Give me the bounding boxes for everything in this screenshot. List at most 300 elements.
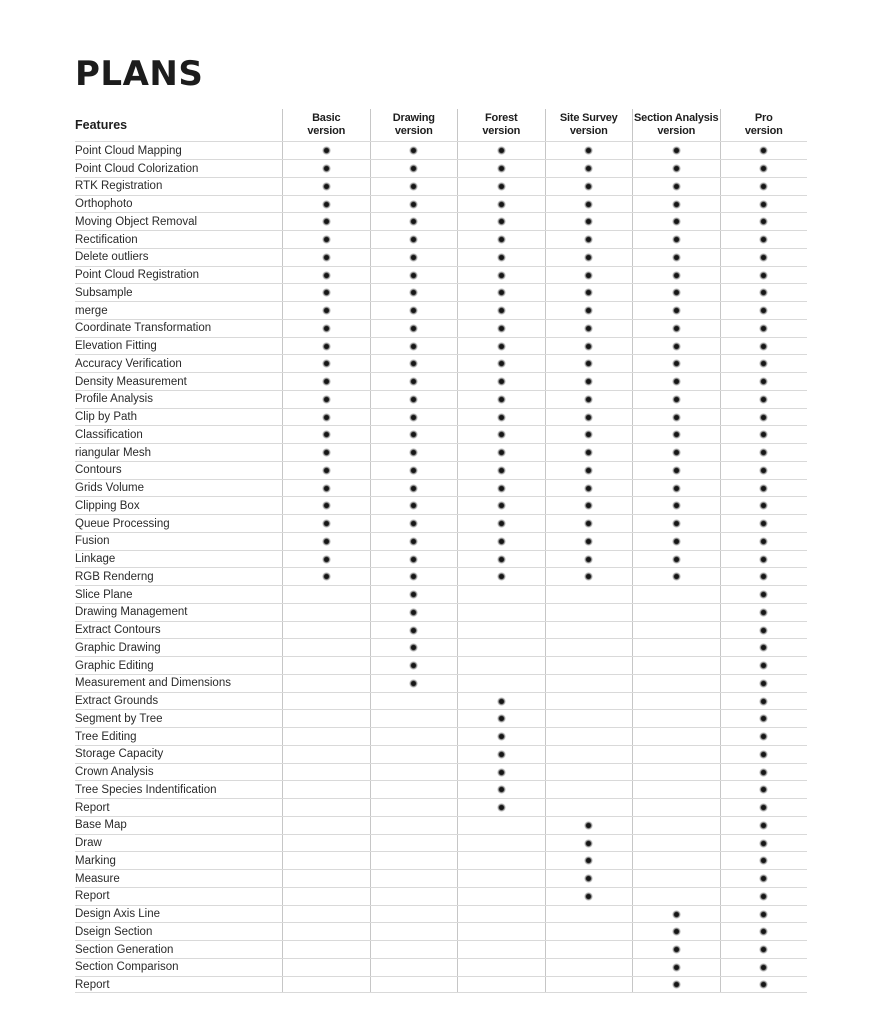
availability-cell bbox=[457, 267, 545, 284]
availability-cell bbox=[545, 213, 633, 230]
availability-cell bbox=[632, 586, 720, 603]
availability-cell bbox=[632, 568, 720, 585]
availability-cell bbox=[720, 426, 808, 443]
included-dot-icon bbox=[322, 200, 331, 209]
included-dot-icon bbox=[409, 590, 418, 599]
included-dot-icon bbox=[759, 643, 768, 652]
availability-cell bbox=[720, 373, 808, 390]
included-dot-icon bbox=[759, 519, 768, 528]
availability-cell bbox=[370, 923, 458, 940]
feature-label: Report bbox=[75, 801, 110, 814]
availability-cell bbox=[282, 320, 370, 337]
included-dot-icon bbox=[322, 501, 331, 510]
availability-cell bbox=[282, 338, 370, 355]
feature-label: Slice Plane bbox=[75, 588, 133, 601]
availability-cell bbox=[370, 746, 458, 763]
included-dot-icon bbox=[497, 182, 506, 191]
availability-cell bbox=[457, 728, 545, 745]
availability-cell bbox=[370, 639, 458, 656]
availability-cell bbox=[720, 746, 808, 763]
included-dot-icon bbox=[409, 271, 418, 280]
included-dot-icon bbox=[672, 466, 681, 475]
included-dot-icon bbox=[497, 697, 506, 706]
included-dot-icon bbox=[497, 200, 506, 209]
included-dot-icon bbox=[584, 821, 593, 830]
included-dot-icon bbox=[497, 448, 506, 457]
availability-cell bbox=[545, 906, 633, 923]
included-dot-icon bbox=[759, 821, 768, 830]
table-row bbox=[75, 674, 807, 692]
availability-cell bbox=[457, 764, 545, 781]
availability-cell bbox=[282, 888, 370, 905]
availability-cell bbox=[632, 639, 720, 656]
included-dot-icon bbox=[409, 253, 418, 262]
feature-label: Moving Object Removal bbox=[75, 215, 198, 228]
availability-cell bbox=[632, 462, 720, 479]
availability-cell bbox=[457, 923, 545, 940]
included-dot-icon bbox=[759, 288, 768, 297]
availability-cell bbox=[370, 142, 458, 159]
included-dot-icon bbox=[497, 537, 506, 546]
included-dot-icon bbox=[672, 910, 681, 919]
availability-cell bbox=[720, 675, 808, 692]
table-row bbox=[75, 851, 807, 869]
availability-cell bbox=[632, 196, 720, 213]
table-row bbox=[75, 177, 807, 195]
table-row bbox=[75, 266, 807, 284]
availability-cell bbox=[720, 604, 808, 621]
included-dot-icon bbox=[759, 856, 768, 865]
included-dot-icon bbox=[497, 146, 506, 155]
availability-cell bbox=[720, 284, 808, 301]
included-dot-icon bbox=[672, 377, 681, 386]
availability-cell bbox=[457, 870, 545, 887]
availability-cell bbox=[632, 284, 720, 301]
included-dot-icon bbox=[759, 484, 768, 493]
availability-cell bbox=[720, 551, 808, 568]
included-dot-icon bbox=[322, 413, 331, 422]
availability-cell bbox=[457, 675, 545, 692]
included-dot-icon bbox=[672, 555, 681, 564]
availability-cell bbox=[282, 959, 370, 976]
availability-cell bbox=[632, 977, 720, 993]
included-dot-icon bbox=[672, 217, 681, 226]
included-dot-icon bbox=[759, 697, 768, 706]
feature-label: Graphic Drawing bbox=[75, 641, 161, 654]
availability-cell bbox=[457, 533, 545, 550]
included-dot-icon bbox=[759, 892, 768, 901]
table-row bbox=[75, 230, 807, 248]
version-suffix-label: version bbox=[657, 125, 696, 138]
availability-cell bbox=[720, 870, 808, 887]
availability-cell bbox=[545, 604, 633, 621]
availability-cell bbox=[545, 835, 633, 852]
table-row bbox=[75, 372, 807, 390]
included-dot-icon bbox=[409, 182, 418, 191]
availability-cell bbox=[720, 480, 808, 497]
availability-cell bbox=[632, 213, 720, 230]
included-dot-icon bbox=[672, 448, 681, 457]
availability-cell bbox=[282, 586, 370, 603]
feature-label: Point Cloud Mapping bbox=[75, 144, 182, 157]
availability-cell bbox=[370, 604, 458, 621]
table-row bbox=[75, 159, 807, 177]
availability-cell bbox=[457, 391, 545, 408]
table-row bbox=[75, 496, 807, 514]
availability-cell bbox=[545, 959, 633, 976]
table-row bbox=[75, 354, 807, 372]
included-dot-icon bbox=[584, 395, 593, 404]
availability-cell bbox=[457, 284, 545, 301]
availability-cell bbox=[720, 320, 808, 337]
availability-cell bbox=[720, 462, 808, 479]
feature-label: Queue Processing bbox=[75, 517, 170, 530]
availability-cell bbox=[720, 817, 808, 834]
availability-cell bbox=[632, 781, 720, 798]
feature-label: Base Map bbox=[75, 819, 127, 832]
table-row bbox=[75, 585, 807, 603]
included-dot-icon bbox=[409, 306, 418, 315]
availability-cell bbox=[282, 835, 370, 852]
availability-cell bbox=[720, 515, 808, 532]
included-dot-icon bbox=[672, 164, 681, 173]
included-dot-icon bbox=[672, 271, 681, 280]
availability-cell bbox=[545, 515, 633, 532]
availability-cell bbox=[632, 373, 720, 390]
version-suffix-label: version bbox=[482, 125, 521, 138]
availability-cell bbox=[632, 622, 720, 639]
availability-cell bbox=[720, 728, 808, 745]
version-suffix-label: version bbox=[394, 125, 433, 138]
availability-cell bbox=[370, 764, 458, 781]
availability-cell bbox=[370, 781, 458, 798]
availability-cell bbox=[457, 693, 545, 710]
availability-cell bbox=[457, 320, 545, 337]
table-row bbox=[75, 940, 807, 958]
included-dot-icon bbox=[759, 413, 768, 422]
availability-cell bbox=[632, 142, 720, 159]
included-dot-icon bbox=[759, 555, 768, 564]
included-dot-icon bbox=[409, 413, 418, 422]
availability-cell bbox=[457, 178, 545, 195]
availability-cell bbox=[457, 959, 545, 976]
availability-cell bbox=[720, 622, 808, 639]
availability-cell bbox=[632, 764, 720, 781]
availability-cell bbox=[720, 923, 808, 940]
availability-cell bbox=[457, 426, 545, 443]
availability-cell bbox=[282, 710, 370, 727]
included-dot-icon bbox=[497, 413, 506, 422]
feature-label: Measure bbox=[75, 872, 120, 885]
availability-cell bbox=[370, 249, 458, 266]
table-body bbox=[75, 141, 807, 993]
feature-label: Segment by Tree bbox=[75, 712, 163, 725]
availability-cell bbox=[632, 551, 720, 568]
feature-label: Density Measurement bbox=[75, 375, 187, 388]
page-title: PLANS bbox=[75, 54, 204, 94]
availability-cell bbox=[545, 497, 633, 514]
availability-cell bbox=[282, 373, 370, 390]
included-dot-icon bbox=[759, 874, 768, 883]
included-dot-icon bbox=[584, 164, 593, 173]
included-dot-icon bbox=[672, 980, 681, 989]
availability-cell bbox=[457, 497, 545, 514]
included-dot-icon bbox=[322, 182, 331, 191]
table-row bbox=[75, 425, 807, 443]
included-dot-icon bbox=[409, 572, 418, 581]
feature-label: Point Cloud Registration bbox=[75, 269, 200, 282]
included-dot-icon bbox=[672, 200, 681, 209]
included-dot-icon bbox=[759, 945, 768, 954]
availability-cell bbox=[545, 639, 633, 656]
table-row bbox=[75, 319, 807, 337]
included-dot-icon bbox=[584, 253, 593, 262]
table-row bbox=[75, 958, 807, 976]
included-dot-icon bbox=[584, 892, 593, 901]
availability-cell bbox=[370, 568, 458, 585]
included-dot-icon bbox=[409, 288, 418, 297]
availability-cell bbox=[370, 462, 458, 479]
included-dot-icon bbox=[672, 253, 681, 262]
feature-label: Dseign Section bbox=[75, 925, 153, 938]
availability-cell bbox=[370, 533, 458, 550]
availability-cell bbox=[545, 817, 633, 834]
availability-cell bbox=[720, 142, 808, 159]
availability-cell bbox=[370, 693, 458, 710]
included-dot-icon bbox=[322, 288, 331, 297]
version-column-header-section-analysis bbox=[632, 109, 720, 141]
included-dot-icon bbox=[584, 146, 593, 155]
availability-cell bbox=[282, 657, 370, 674]
included-dot-icon bbox=[759, 235, 768, 244]
included-dot-icon bbox=[322, 430, 331, 439]
included-dot-icon bbox=[497, 785, 506, 794]
included-dot-icon bbox=[584, 856, 593, 865]
availability-cell bbox=[282, 267, 370, 284]
availability-cell bbox=[457, 160, 545, 177]
availability-cell bbox=[545, 586, 633, 603]
availability-cell bbox=[545, 480, 633, 497]
included-dot-icon bbox=[409, 395, 418, 404]
included-dot-icon bbox=[759, 750, 768, 759]
availability-cell bbox=[720, 586, 808, 603]
included-dot-icon bbox=[584, 572, 593, 581]
availability-cell bbox=[370, 160, 458, 177]
availability-cell bbox=[545, 764, 633, 781]
availability-cell bbox=[282, 817, 370, 834]
included-dot-icon bbox=[672, 342, 681, 351]
table-row bbox=[75, 656, 807, 674]
included-dot-icon bbox=[584, 448, 593, 457]
included-dot-icon bbox=[322, 359, 331, 368]
included-dot-icon bbox=[759, 324, 768, 333]
included-dot-icon bbox=[584, 466, 593, 475]
feature-label: Orthophoto bbox=[75, 198, 133, 211]
availability-cell bbox=[457, 888, 545, 905]
availability-cell bbox=[457, 941, 545, 958]
version-name-label: Section Analysis bbox=[634, 112, 719, 125]
included-dot-icon bbox=[322, 324, 331, 333]
availability-cell bbox=[282, 870, 370, 887]
availability-cell bbox=[370, 196, 458, 213]
included-dot-icon bbox=[759, 626, 768, 635]
availability-cell bbox=[632, 497, 720, 514]
availability-cell bbox=[632, 941, 720, 958]
availability-cell bbox=[720, 977, 808, 993]
included-dot-icon bbox=[759, 572, 768, 581]
availability-cell bbox=[720, 160, 808, 177]
included-dot-icon bbox=[409, 466, 418, 475]
included-dot-icon bbox=[759, 732, 768, 741]
availability-cell bbox=[282, 675, 370, 692]
version-column-header-site-survey bbox=[545, 109, 633, 141]
included-dot-icon bbox=[759, 342, 768, 351]
included-dot-icon bbox=[497, 466, 506, 475]
availability-cell bbox=[545, 160, 633, 177]
included-dot-icon bbox=[759, 377, 768, 386]
availability-cell bbox=[282, 497, 370, 514]
included-dot-icon bbox=[672, 146, 681, 155]
included-dot-icon bbox=[409, 501, 418, 510]
features-column-header: Features bbox=[75, 118, 128, 133]
availability-cell bbox=[370, 373, 458, 390]
availability-cell bbox=[282, 444, 370, 461]
availability-cell bbox=[545, 675, 633, 692]
availability-cell bbox=[457, 515, 545, 532]
availability-cell bbox=[632, 355, 720, 372]
included-dot-icon bbox=[497, 306, 506, 315]
availability-cell bbox=[370, 977, 458, 993]
included-dot-icon bbox=[759, 927, 768, 936]
included-dot-icon bbox=[409, 626, 418, 635]
included-dot-icon bbox=[497, 164, 506, 173]
feature-label: Classification bbox=[75, 428, 143, 441]
availability-cell bbox=[370, 906, 458, 923]
included-dot-icon bbox=[584, 413, 593, 422]
included-dot-icon bbox=[759, 164, 768, 173]
availability-cell bbox=[632, 178, 720, 195]
included-dot-icon bbox=[672, 963, 681, 972]
included-dot-icon bbox=[584, 288, 593, 297]
availability-cell bbox=[632, 906, 720, 923]
table-row bbox=[75, 461, 807, 479]
included-dot-icon bbox=[497, 519, 506, 528]
availability-cell bbox=[545, 444, 633, 461]
availability-cell bbox=[370, 817, 458, 834]
included-dot-icon bbox=[497, 714, 506, 723]
table-row bbox=[75, 709, 807, 727]
included-dot-icon bbox=[672, 537, 681, 546]
included-dot-icon bbox=[759, 661, 768, 670]
table-row bbox=[75, 479, 807, 497]
availability-cell bbox=[370, 231, 458, 248]
availability-cell bbox=[457, 196, 545, 213]
availability-cell bbox=[457, 355, 545, 372]
table-row bbox=[75, 141, 807, 159]
version-name-label: Drawing bbox=[392, 112, 435, 125]
included-dot-icon bbox=[759, 200, 768, 209]
included-dot-icon bbox=[497, 555, 506, 564]
availability-cell bbox=[457, 568, 545, 585]
feature-label: Rectification bbox=[75, 233, 138, 246]
included-dot-icon bbox=[497, 732, 506, 741]
availability-cell bbox=[457, 622, 545, 639]
table-row bbox=[75, 780, 807, 798]
included-dot-icon bbox=[322, 146, 331, 155]
availability-cell bbox=[370, 284, 458, 301]
included-dot-icon bbox=[322, 395, 331, 404]
availability-cell bbox=[370, 710, 458, 727]
table-row bbox=[75, 869, 807, 887]
table-row bbox=[75, 390, 807, 408]
version-name-label: Pro bbox=[754, 112, 773, 125]
availability-cell bbox=[545, 302, 633, 319]
included-dot-icon bbox=[409, 519, 418, 528]
included-dot-icon bbox=[497, 377, 506, 386]
availability-cell bbox=[720, 409, 808, 426]
availability-cell bbox=[720, 391, 808, 408]
included-dot-icon bbox=[409, 200, 418, 209]
availability-cell bbox=[370, 320, 458, 337]
availability-cell bbox=[632, 959, 720, 976]
included-dot-icon bbox=[497, 750, 506, 759]
included-dot-icon bbox=[759, 182, 768, 191]
included-dot-icon bbox=[584, 235, 593, 244]
availability-cell bbox=[282, 391, 370, 408]
availability-cell bbox=[720, 888, 808, 905]
availability-cell bbox=[545, 728, 633, 745]
availability-cell bbox=[632, 835, 720, 852]
table-row bbox=[75, 408, 807, 426]
availability-cell bbox=[370, 586, 458, 603]
availability-cell bbox=[720, 568, 808, 585]
included-dot-icon bbox=[409, 359, 418, 368]
feature-label: Measurement and Dimensions bbox=[75, 677, 231, 690]
table-row bbox=[75, 745, 807, 763]
availability-cell bbox=[632, 746, 720, 763]
availability-cell bbox=[282, 178, 370, 195]
included-dot-icon bbox=[584, 182, 593, 191]
included-dot-icon bbox=[759, 590, 768, 599]
availability-cell bbox=[370, 888, 458, 905]
availability-cell bbox=[457, 409, 545, 426]
included-dot-icon bbox=[759, 608, 768, 617]
availability-cell bbox=[370, 391, 458, 408]
availability-cell bbox=[545, 852, 633, 869]
feature-label: Drawing Management bbox=[75, 606, 188, 619]
included-dot-icon bbox=[672, 235, 681, 244]
availability-cell bbox=[632, 267, 720, 284]
feature-label: Report bbox=[75, 890, 110, 903]
availability-cell bbox=[720, 178, 808, 195]
availability-cell bbox=[545, 710, 633, 727]
included-dot-icon bbox=[497, 572, 506, 581]
included-dot-icon bbox=[759, 146, 768, 155]
availability-cell bbox=[370, 551, 458, 568]
feature-label: Coordinate Transformation bbox=[75, 322, 212, 335]
included-dot-icon bbox=[409, 146, 418, 155]
feature-label: Storage Capacity bbox=[75, 748, 164, 761]
availability-cell bbox=[632, 675, 720, 692]
included-dot-icon bbox=[322, 572, 331, 581]
availability-cell bbox=[457, 781, 545, 798]
availability-cell bbox=[282, 568, 370, 585]
included-dot-icon bbox=[409, 164, 418, 173]
availability-cell bbox=[370, 497, 458, 514]
availability-cell bbox=[282, 160, 370, 177]
table-row bbox=[75, 567, 807, 585]
availability-cell bbox=[720, 533, 808, 550]
